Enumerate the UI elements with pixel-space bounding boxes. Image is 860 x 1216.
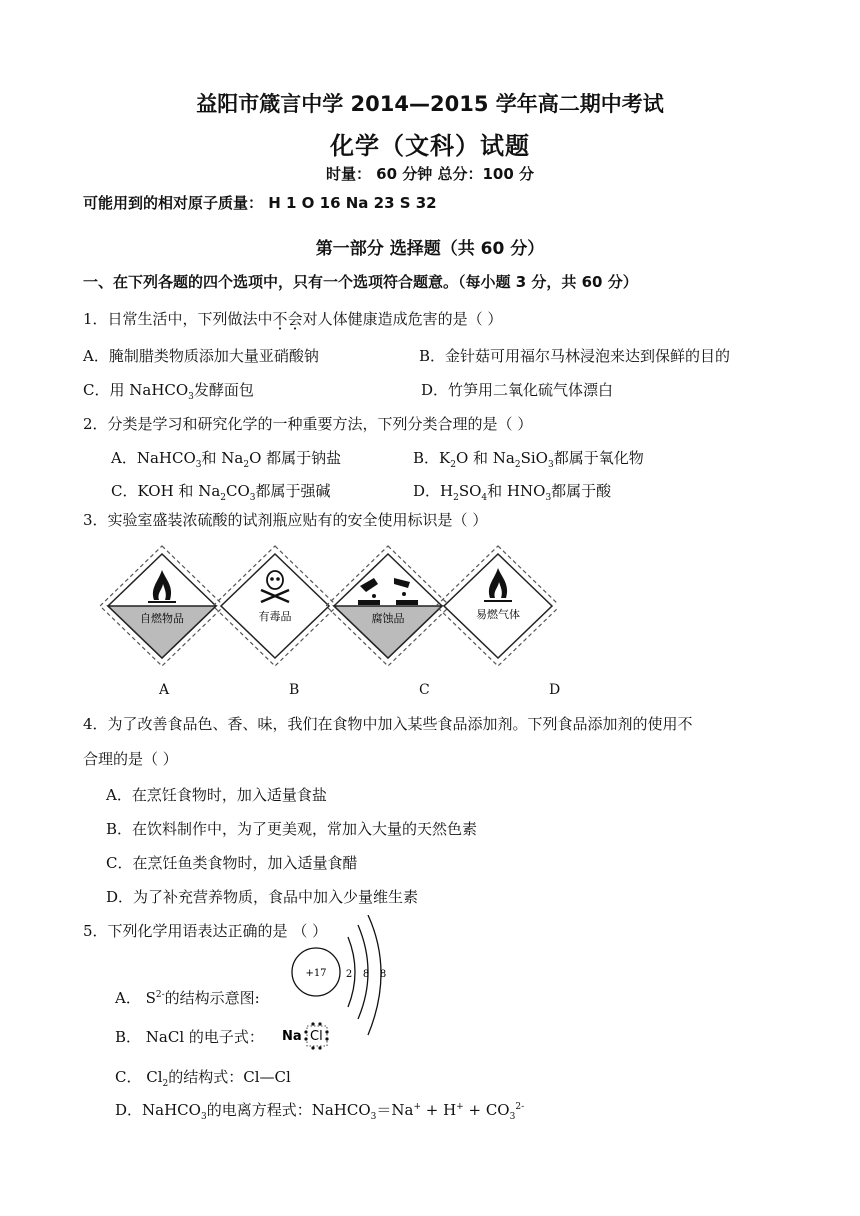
nacl-electron-formula — [280, 1018, 340, 1054]
q3-letter-d: D — [549, 682, 561, 698]
flammable-gas-sign — [436, 546, 558, 666]
atomic-mass-line: 可能用到的相对原子质量： H 1 O 16 Na 23 S 32 — [83, 194, 437, 212]
toxic-sign — [213, 546, 337, 666]
svg-text:Na: Na — [282, 1029, 302, 1044]
q1-option-a: A．腌制腊类物质添加大量亚硝酸钠 — [83, 347, 319, 365]
exam-subtitle: 化学（文科）试题 — [330, 132, 530, 160]
hazard-label-a: 自燃物品 — [140, 612, 184, 625]
q2-option-b: B．$K_2O$ 和 $Na_2SiO_3$都属于氧化物 — [413, 449, 644, 470]
exam-title: 益阳市箴言中学 2014—2015 学年高二期中考试 — [196, 92, 664, 116]
emphasis-mark: 会 — [287, 310, 303, 328]
shell-3-electrons: 8 — [379, 969, 387, 980]
q3-letter-c: C — [419, 682, 430, 698]
shell-1-electrons: 2 — [345, 969, 353, 980]
q2-option-a: A．NaHCO$_3$和 $Na_2O$ 都属于钠盐 — [111, 449, 342, 470]
q5-option-b: B． NaCl 的电子式： — [115, 1028, 264, 1046]
hazard-label-d: 易燃气体 — [476, 608, 520, 621]
q3-stem: 3．实验室盛装浓硫酸的试剂瓶应贴有的安全使用标识是（ ） — [83, 511, 488, 529]
q2-option-d: D．$H_2SO_4$和 $HNO_3$都属于酸 — [413, 482, 612, 503]
q3-letter-b: B — [289, 682, 300, 698]
q4-option-c: C．在烹饪鱼类食物时，加入适量食醋 — [106, 854, 358, 872]
q5-option-a: A． $S^{2-}$的结构示意图: — [115, 989, 260, 1007]
spontaneous-combustion-sign — [100, 546, 224, 666]
q2-stem: 2．分类是学习和研究化学的一种重要方法，下列分类合理的是（ ） — [83, 415, 533, 433]
q5-stem: 5．下列化学用语表达正确的是 （ ） — [83, 922, 328, 940]
q4-stem-line1: 4．为了改善食品色、香、味，我们在食物中加入某些食品添加剂。下列食品添加剂的使用不 — [83, 715, 693, 733]
q1-stem: 1．日常生活中，下列做法中不会对人体健康造成危害的是（ ） — [83, 310, 503, 328]
q1-option-b: B．金针菇可用福尔马林浸泡来达到保鲜的目的 — [419, 347, 731, 365]
q4-option-a: A．在烹饪食物时，加入适量食盐 — [106, 786, 327, 804]
q5-option-d: D．NaHCO$_3$的电离方程式：NaHCO$_3$＝Na+ + $H^+ + CO_3^{2-}$ — [115, 1101, 525, 1122]
q4-stem-line2: 合理的是（ ） — [83, 750, 178, 768]
hazard-label-c: 腐蚀品 — [371, 612, 405, 625]
q1-option-c: C．用 NaHCO$_3$发酵面包 — [83, 381, 254, 402]
svg-text:Cl: Cl — [310, 1029, 323, 1044]
hazard-label-b: 有毒品 — [258, 610, 292, 623]
emphasis-mark: 不 — [272, 310, 288, 328]
hazard-signs-figure — [98, 544, 558, 674]
shell-2-electrons: 8 — [362, 969, 370, 980]
q2-option-c: C．KOH 和 $Na_2CO_3$都属于强碱 — [111, 482, 331, 503]
corrosive-sign — [326, 546, 450, 666]
nucleus-charge: +17 — [305, 968, 327, 979]
q3-letter-a: A — [159, 682, 170, 698]
q4-option-b: B．在饮料制作中，为了更美观，常加入大量的天然色素 — [106, 820, 478, 838]
q5-option-c: C． $Cl_2$的结构式：Cl—Cl — [115, 1068, 291, 1089]
exam-time-score: 时量： 60 分钟 总分：100 分 — [325, 165, 535, 183]
section-instruction: 一、在下列各题的四个选项中，只有一个选项符合题意。（每小题 3 分，共 60 分） — [83, 273, 638, 291]
section-title: 第一部分 选择题（共 60 分） — [315, 239, 545, 259]
q1-option-d: D．竹笋用二氧化硫气体漂白 — [421, 381, 614, 399]
q4-option-d: D．为了补充营养物质，食品中加入少量维生素 — [106, 888, 419, 906]
